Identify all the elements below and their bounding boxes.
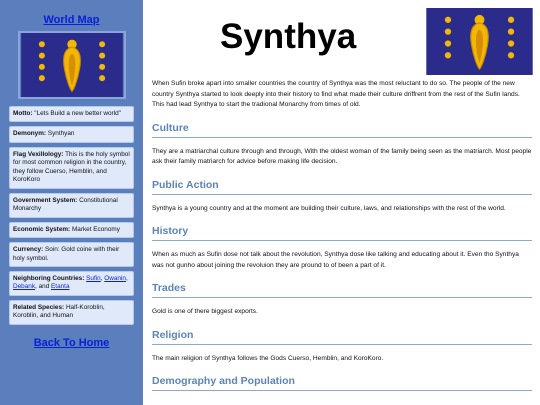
motto-box (9, 106, 134, 122)
section-heading-culture: Culture (152, 122, 532, 138)
neighbor-separator: , (125, 274, 128, 282)
section-text-religion: The main religion of Synthya follows the Gods Cuerso, Hemblin, and KoroKoro. (152, 354, 384, 362)
section-heading-demography: Demography and Population (152, 375, 532, 391)
neighbor-separator: , (100, 274, 103, 282)
section-heading-religion: Religion (152, 329, 532, 345)
species-label: Related Species: (13, 303, 65, 311)
currency-label: Currency: (13, 246, 44, 254)
economic-box (9, 222, 134, 238)
species-box (9, 300, 134, 325)
section-text-culture: They are a matriarchal culture through and through, With the oldest woman of the family being seen as the matriarch. Most people ask their family matriarch for advice before making life decision. (152, 147, 532, 166)
section-heading-trades: Trades (152, 282, 532, 298)
motto-label: Motto: (13, 110, 33, 117)
demonym-label: Demonym: (13, 130, 47, 138)
page-title: Synthya (220, 17, 357, 56)
section-heading-public-action: Public Action (152, 179, 532, 195)
world-map-link[interactable]: World Map (43, 14, 100, 26)
neighbor-link-debank[interactable]: Debank (13, 283, 36, 291)
neighbor-link-owanin[interactable]: Owanin (104, 274, 126, 282)
neighbor-link-sufin[interactable]: Sufin (86, 274, 101, 282)
neighbor-separator: , and (35, 283, 50, 291)
back-home-link[interactable]: Back To Home (33, 336, 110, 349)
neighbors-label: Neighboring Countries: (13, 274, 85, 282)
flag-vexillology-box (9, 147, 134, 189)
section-text-public-action: Synthya is a young country and at the moment are building their culture, laws, and relationships with the rest of the world. (152, 204, 506, 212)
economic-label: Economic System: (13, 225, 71, 233)
flag-vexillology-value: This is the holy symbol for most common religion in the country, they follow Cuerso, Hemblin, and KoroKoro (13, 150, 130, 184)
sidebar (0, 0, 143, 405)
neighbors-box (9, 271, 134, 296)
main-content (143, 0, 540, 405)
motto-value: "Lets Build a new better world" (34, 110, 121, 117)
article-body (152, 79, 532, 400)
species-value: Half-Koroblin, Koroblin, and Human (13, 303, 105, 320)
section-heading-history: History (152, 225, 532, 241)
section-text-history: When as much as Sufin dose not talk about the revolution, Synthya dose like talking and educating about it. Even tho Synthya was not gunho about joining the revoluion they are pround to of been a part of it. (152, 251, 519, 269)
demonym-box (9, 126, 134, 142)
government-value: Constitutional Monarchy (13, 196, 118, 213)
government-box (9, 193, 134, 218)
neighbor-link-etanta[interactable]: Etanta (51, 283, 70, 291)
header-flag-image (426, 8, 533, 75)
demonym-value: Synthyan (47, 130, 75, 138)
economic-value: Market Economy (71, 225, 120, 233)
section-text-trades: Gold is one of there biggest exports. (152, 308, 258, 316)
currency-box (9, 242, 134, 267)
government-label: Government System: (13, 196, 78, 204)
flag-image (18, 31, 126, 99)
flag-vexillology-label: Flag Vexillology: (13, 150, 64, 158)
currency-value: Soin: Gold coine with their holy symbol. (13, 246, 120, 262)
intro-paragraph: When Sufin broke apart into smaller countries the country of Synthya was the most reluctant to do so. The people of the new country Synthya started to look deeply into their history to find what made their culture driffrent from the rest of the Sufin lands. This had lead Synthya to start the tradional Monarchy from times of old. (152, 80, 520, 109)
